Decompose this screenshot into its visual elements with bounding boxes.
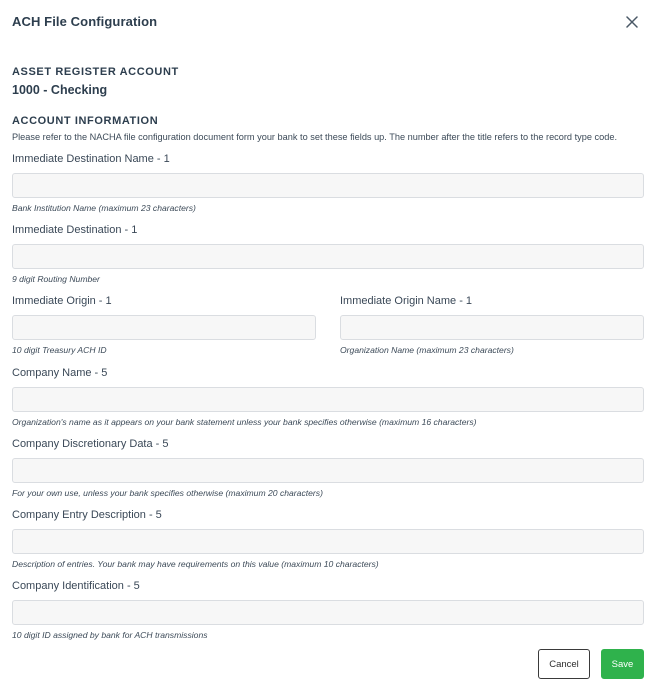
account-information-heading: ACCOUNT INFORMATION xyxy=(12,115,159,127)
company-identification-hint: 10 digit ID assigned by bank for ACH transmissions xyxy=(12,630,208,640)
dialog-title: ACH File Configuration xyxy=(12,14,158,29)
immediate-destination-input[interactable] xyxy=(12,244,644,269)
immediate-origin-input[interactable] xyxy=(12,315,316,340)
save-button[interactable]: Save xyxy=(601,649,644,679)
immediate-destination-name-group xyxy=(12,152,644,213)
immediate-origin-group xyxy=(12,294,316,355)
company-discretionary-data-group xyxy=(12,437,644,498)
company-discretionary-data-hint: For your own use, unless your bank specifies otherwise (maximum 20 characters) xyxy=(12,488,323,498)
immediate-destination-hint: 9 digit Routing Number xyxy=(12,274,100,284)
account-information-description: Please refer to the NACHA file configuration document form your bank to set these fields up. The number after the title refers to the record type code. xyxy=(12,132,617,142)
company-discretionary-data-label: Company Discretionary Data - 5 xyxy=(12,438,169,450)
immediate-destination-name-input[interactable] xyxy=(12,173,644,198)
company-identification-label: Company Identification - 5 xyxy=(12,580,140,592)
immediate-origin-name-hint: Organization Name (maximum 23 characters) xyxy=(340,345,514,355)
company-identification-input[interactable] xyxy=(12,600,644,625)
immediate-origin-name-group xyxy=(340,294,644,355)
company-discretionary-data-input[interactable] xyxy=(12,458,644,483)
immediate-destination-label: Immediate Destination - 1 xyxy=(12,224,138,236)
company-name-label: Company Name - 5 xyxy=(12,367,108,379)
immediate-destination-group xyxy=(12,223,644,284)
company-entry-description-group xyxy=(12,508,644,569)
immediate-destination-name-hint: Bank Institution Name (maximum 23 characters) xyxy=(12,203,196,213)
company-identification-group xyxy=(12,579,644,640)
company-entry-description-label: Company Entry Description - 5 xyxy=(12,509,162,521)
asset-register-value: 1000 - Checking xyxy=(12,83,108,97)
asset-register-heading: ASSET REGISTER ACCOUNT xyxy=(12,66,179,78)
immediate-destination-name-label: Immediate Destination Name - 1 xyxy=(12,153,170,165)
company-name-input[interactable] xyxy=(12,387,644,412)
dialog-header xyxy=(12,14,644,34)
company-name-group xyxy=(12,366,644,427)
immediate-origin-name-input[interactable] xyxy=(340,315,644,340)
close-icon[interactable] xyxy=(624,14,640,30)
company-entry-description-input[interactable] xyxy=(12,529,644,554)
cancel-button[interactable]: Cancel xyxy=(538,649,590,679)
immediate-origin-label: Immediate Origin - 1 xyxy=(12,295,112,307)
company-name-hint: Organization's name as it appears on your bank statement unless your bank specifies otherwise (maximum 16 characters) xyxy=(12,417,477,427)
immediate-origin-hint: 10 digit Treasury ACH ID xyxy=(12,345,107,355)
immediate-origin-name-label: Immediate Origin Name - 1 xyxy=(340,295,473,307)
company-entry-description-hint: Description of entries. Your bank may have requirements on this value (maximum 10 characters) xyxy=(12,559,379,569)
